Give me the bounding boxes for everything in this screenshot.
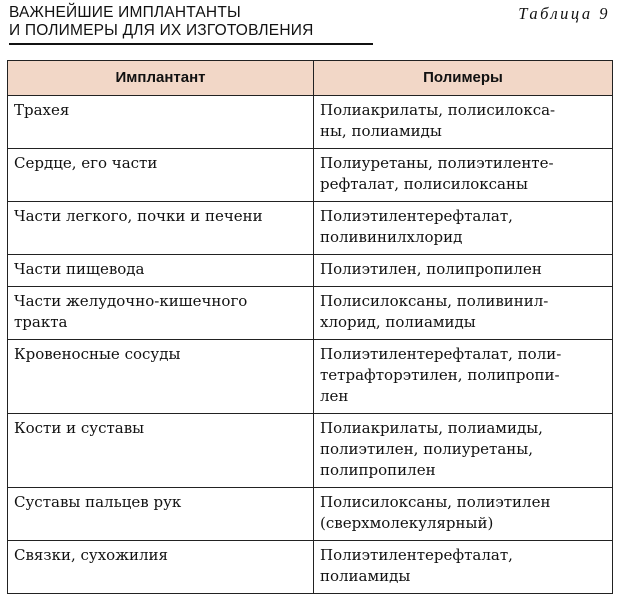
implant-cell: [8, 414, 314, 488]
implant-cell-line: Связки, сухожилия: [14, 546, 168, 564]
polymers-cell-line: полипропилен: [320, 461, 436, 479]
polymers-cell-line: (сверхмолекулярный): [320, 514, 494, 532]
implant-cell-line: Части пищевода: [14, 260, 145, 278]
table-row: [8, 202, 613, 255]
table-row: [8, 340, 613, 414]
implant-cell: [8, 287, 314, 340]
polymers-cell: [314, 414, 613, 488]
polymers-cell: [314, 96, 613, 149]
implant-cell-line: Суставы пальцев рук: [14, 493, 182, 511]
implant-cell: [8, 255, 314, 287]
implant-cell: [8, 96, 314, 149]
polymers-cell: [314, 149, 613, 202]
column-header-polymers: Полимеры: [314, 61, 613, 96]
implant-cell: [8, 202, 314, 255]
table-row: [8, 541, 613, 594]
polymers-cell-line: Полиэтилентерефталат,: [320, 546, 513, 564]
implant-cell-line: Сердце, его части: [14, 154, 158, 172]
implant-cell-line: Кровеносные сосуды: [14, 345, 181, 363]
polymers-cell: [314, 202, 613, 255]
polymers-cell: [314, 541, 613, 594]
polymers-cell-line: Полиэтилентерефталат,: [320, 207, 513, 225]
polymers-cell: [314, 488, 613, 541]
implant-cell: [8, 488, 314, 541]
polymers-cell-line: хлорид, полиамиды: [320, 313, 476, 331]
implant-cell-line: Части желудочно-кишечного: [14, 292, 248, 310]
polymers-cell-line: полиэтилен, полиуретаны,: [320, 440, 533, 458]
implants-table: [7, 60, 613, 594]
polymers-cell-line: Полисилоксаны, полиэтилен: [320, 493, 551, 511]
polymers-cell: [314, 340, 613, 414]
title-underline: [9, 43, 373, 45]
table-title-line-2: И ПОЛИМЕРЫ ДЛЯ ИХ ИЗГОТОВЛЕНИЯ: [9, 22, 314, 39]
implant-cell: [8, 541, 314, 594]
polymers-cell-line: рефталат, полисилоксаны: [320, 175, 528, 193]
table-header-block: [9, 2, 614, 42]
polymers-cell-line: Полиуретаны, полиэтиленте-: [320, 154, 554, 172]
table-header-row: [8, 61, 613, 96]
polymers-cell-line: Полиакрилаты, полисилокса-: [320, 101, 556, 119]
table-row: [8, 488, 613, 541]
implant-cell: [8, 340, 314, 414]
table-number-label: Таблица 9: [518, 4, 610, 23]
polymers-cell-line: поливинилхлорид: [320, 228, 463, 246]
table-row: [8, 255, 613, 287]
table-row: [8, 149, 613, 202]
polymers-cell-line: полиамиды: [320, 567, 411, 585]
implant-cell-line: Части легкого, почки и печени: [14, 207, 263, 225]
implant-cell: [8, 149, 314, 202]
polymers-cell-line: Полиэтилентерефталат, поли-: [320, 345, 562, 363]
polymers-cell-line: Полисилоксаны, поливинил-: [320, 292, 549, 310]
table-row: [8, 287, 613, 340]
column-header-implant: Имплантант: [8, 61, 314, 96]
polymers-cell-line: Полиэтилен, полипропилен: [320, 260, 542, 278]
polymers-cell: [314, 255, 613, 287]
polymers-cell-line: тетрафторэтилен, полипропи-: [320, 366, 560, 384]
polymers-cell-line: Полиакрилаты, полиамиды,: [320, 419, 543, 437]
table-row: [8, 96, 613, 149]
table-row: [8, 414, 613, 488]
polymers-cell-line: ны, полиамиды: [320, 122, 442, 140]
implant-cell-line: Трахея: [14, 101, 70, 119]
table-title-line-1: ВАЖНЕЙШИЕ ИМПЛАНТАНТЫ: [9, 4, 241, 21]
polymers-cell-line: лен: [320, 387, 349, 405]
implant-cell-line: Кости и суставы: [14, 419, 145, 437]
polymers-cell: [314, 287, 613, 340]
implant-cell-line: тракта: [14, 313, 68, 331]
